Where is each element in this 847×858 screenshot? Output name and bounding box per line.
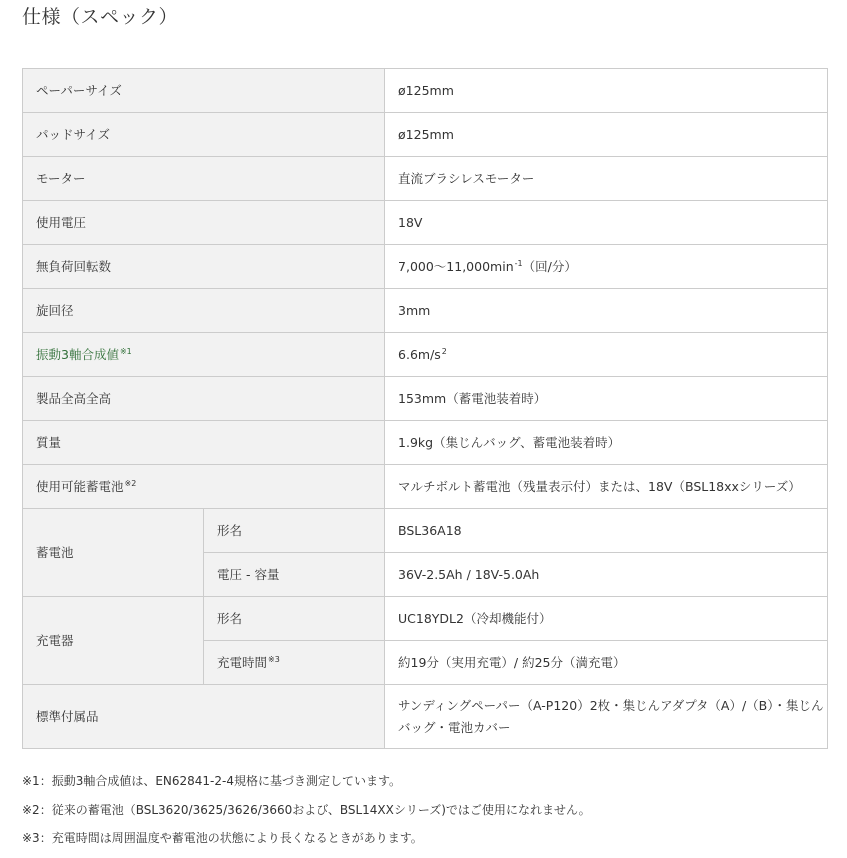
row-value-charger-model: UC18YDL2（冷却機能付） — [385, 597, 828, 641]
row-label-length: 製品全高全高 — [23, 377, 385, 421]
spec-table — [22, 68, 828, 749]
row-label-voltage: 使用電圧 — [23, 201, 385, 245]
row-sublabel-battery-model: 形名 — [204, 509, 385, 553]
footnote-3: ※3：充電時間は周囲温度や蓄電池の状態により長くなるときがあります。 — [22, 831, 423, 845]
table-row — [23, 509, 828, 553]
row-value-pad-size: ø125mm — [385, 113, 828, 157]
row-label-accessories: 標準付属品 — [23, 685, 385, 749]
table-row — [23, 69, 828, 113]
table-row — [23, 289, 828, 333]
row-sublabel-charge-time — [204, 641, 385, 685]
row-label-motor: モーター — [23, 157, 385, 201]
row-value-paper-size: ø125mm — [385, 69, 828, 113]
row-label-pad-size: パッドサイズ — [23, 113, 385, 157]
table-row — [23, 157, 828, 201]
table-row — [23, 113, 828, 157]
row-sublabel-charger-model: 形名 — [204, 597, 385, 641]
row-label-battery: 蓄電池 — [23, 509, 204, 597]
vibration-label-text: 振動3軸合成値 — [36, 346, 119, 362]
table-row — [23, 333, 828, 377]
row-value-motor: 直流ブラシレスモーター — [385, 157, 828, 201]
vibration-value-text: 6.6m/s — [398, 346, 441, 362]
footnotes — [22, 772, 591, 858]
table-row — [23, 201, 828, 245]
speed-superscript: -1 — [514, 258, 523, 268]
row-value-mass: 1.9kg（集じんバッグ、蓄電池装着時） — [385, 421, 828, 465]
charge-time-footnote-mark: ※3 — [268, 654, 280, 664]
row-value-charge-time: 約19分（実用充電）/ 約25分（満充電） — [385, 641, 828, 685]
row-value-orbit: 3mm — [385, 289, 828, 333]
footnote-1: ※1：振動3軸合成値は、EN62841-2-4規格に基づき測定しています。 — [22, 774, 402, 788]
usable-battery-label-text: 使用可能蓄電池 — [36, 478, 124, 494]
table-row — [23, 685, 828, 749]
table-row — [23, 245, 828, 289]
row-value-battery-model: BSL36A18 — [385, 509, 828, 553]
row-value-usable-battery: マルチボルト蓄電池（残量表示付）または、18V（BSL18xxシリーズ） — [385, 465, 828, 509]
table-row — [23, 465, 828, 509]
page-title: 仕様（スペック） — [22, 6, 179, 28]
speed-unit-text: （回/分） — [522, 258, 577, 274]
table-row — [23, 377, 828, 421]
usable-battery-footnote-mark: ※2 — [124, 478, 137, 488]
row-label-paper-size: ペーパーサイズ — [23, 69, 385, 113]
table-row — [23, 597, 828, 641]
row-value-no-load-speed — [385, 245, 828, 289]
row-value-vibration — [385, 333, 828, 377]
speed-value-text: 7,000～11,000min — [398, 258, 514, 274]
row-value-length: 153mm（蓄電池装着時） — [385, 377, 828, 421]
row-label-mass: 質量 — [23, 421, 385, 465]
row-value-battery-capacity: 36V-2.5Ah / 18V-5.0Ah — [385, 553, 828, 597]
row-value-accessories: サンディングペーパー（A-P120）2枚・集じんアダプタ（A）/（B）・集じんバッグ・電池カバー — [385, 685, 828, 749]
footnote-2: ※2：従来の蓄電池（BSL3620/3625/3626/3660および、BSL14XXシリーズ)ではご使用になれません。 — [22, 802, 591, 817]
row-value-voltage: 18V — [385, 201, 828, 245]
table-row — [23, 421, 828, 465]
row-label-usable-battery — [23, 465, 385, 509]
row-sublabel-battery-capacity: 電圧 - 容量 — [204, 553, 385, 597]
row-label-orbit: 旋回径 — [23, 289, 385, 333]
vibration-superscript: 2 — [441, 346, 447, 356]
vibration-footnote-mark: ※1 — [119, 346, 132, 356]
charge-time-label-text: 充電時間 — [217, 654, 268, 670]
row-label-vibration — [23, 333, 385, 377]
row-label-no-load-speed: 無負荷回転数 — [23, 245, 385, 289]
row-label-charger: 充電器 — [23, 597, 204, 685]
